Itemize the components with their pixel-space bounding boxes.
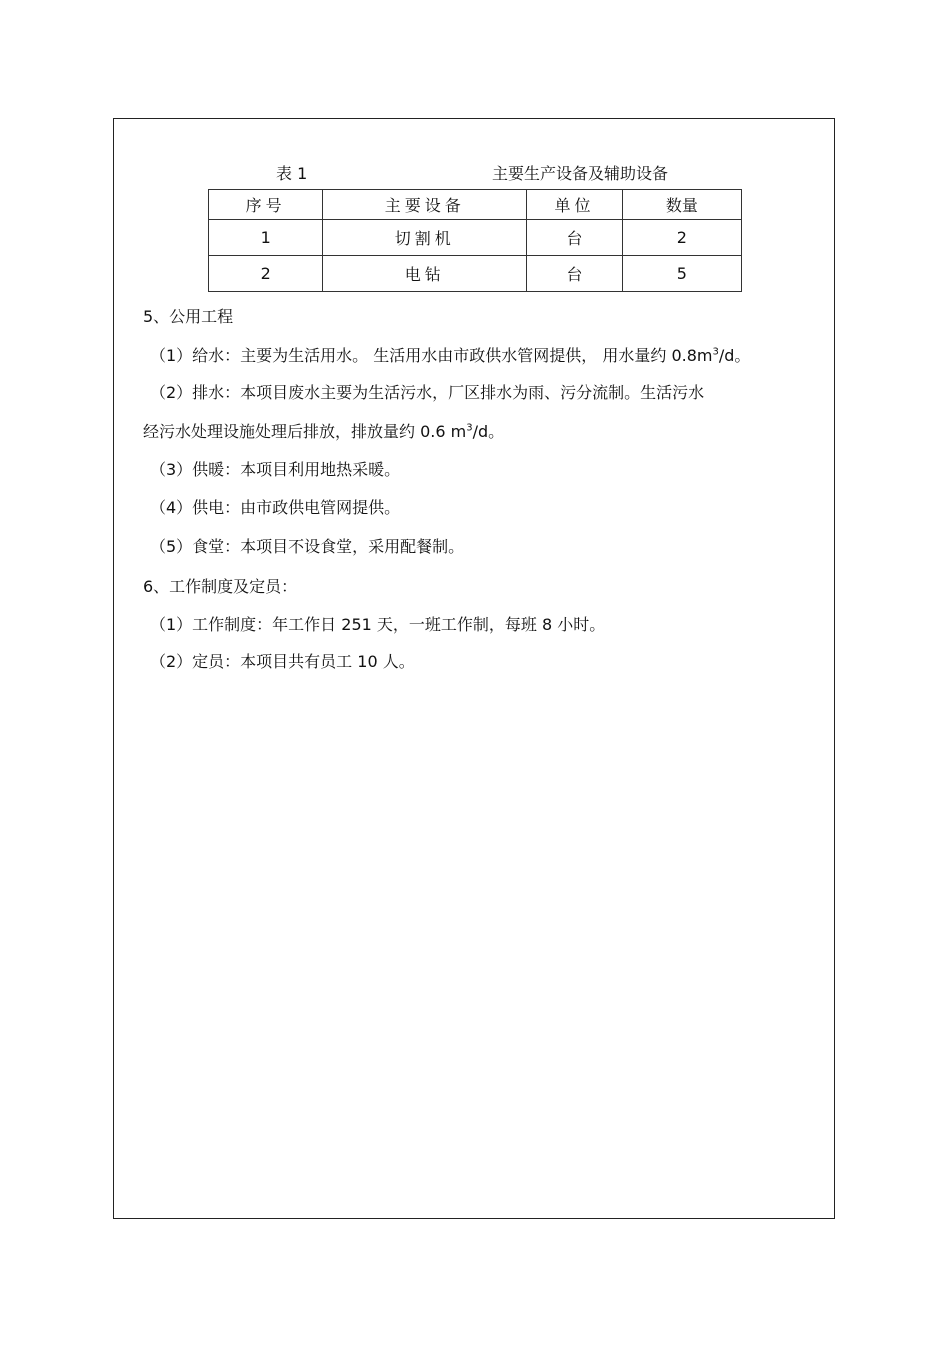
cell-equipment: 电钻: [323, 256, 527, 292]
water-supply-superscript: 3: [712, 346, 719, 358]
water-supply-unit: /d。: [718, 346, 751, 365]
drainage-paragraph-line2: [143, 421, 504, 443]
water-supply-text: （1）给水：主要为生活用水。 生活用水由市政供水管网提供， 用水量约 0.8m: [150, 346, 713, 365]
table-title: 主要生产设备及辅助设备: [492, 164, 669, 183]
drainage-text: 经污水处理设施处理后排放，排放量约 0.6 m: [143, 422, 467, 441]
header-equipment: 主要设备: [323, 190, 527, 220]
table-number: 表 1: [276, 164, 308, 183]
cell-serial: 1: [209, 220, 323, 256]
header-serial: 序号: [209, 190, 323, 220]
cell-quantity: 5: [622, 256, 741, 292]
cell-equipment: 切割机: [323, 220, 527, 256]
equipment-table: [208, 189, 742, 292]
work-system-paragraph: （1）工作制度：年工作日 251 天，一班工作制，每班 8 小时。: [150, 615, 606, 634]
table-row: [209, 256, 742, 292]
table-row: [209, 220, 742, 256]
drainage-superscript: 3: [466, 422, 473, 434]
cell-serial: 2: [209, 256, 323, 292]
drainage-unit: /d。: [472, 422, 505, 441]
header-quantity: 数量: [622, 190, 741, 220]
cell-unit: 台: [527, 220, 623, 256]
section-utilities-heading: 5、公用工程: [143, 307, 234, 326]
cell-unit: 台: [527, 256, 623, 292]
heating-paragraph: （3）供暖：本项目利用地热采暖。: [150, 460, 401, 479]
table-header-row: [209, 190, 742, 220]
water-supply-paragraph: [150, 345, 750, 367]
header-unit: 单位: [527, 190, 623, 220]
canteen-paragraph: （5）食堂：本项目不设食堂，采用配餐制。: [150, 537, 465, 556]
power-paragraph: （4）供电：由市政供电管网提供。: [150, 498, 401, 517]
section-work-heading: 6、工作制度及定员：: [143, 577, 298, 596]
drainage-paragraph-line1: （2）排水：本项目废水主要为生活污水，厂区排水为雨、污分流制。生活污水: [150, 383, 705, 402]
cell-quantity: 2: [622, 220, 741, 256]
staffing-paragraph: （2）定员：本项目共有员工 10 人。: [150, 652, 415, 671]
